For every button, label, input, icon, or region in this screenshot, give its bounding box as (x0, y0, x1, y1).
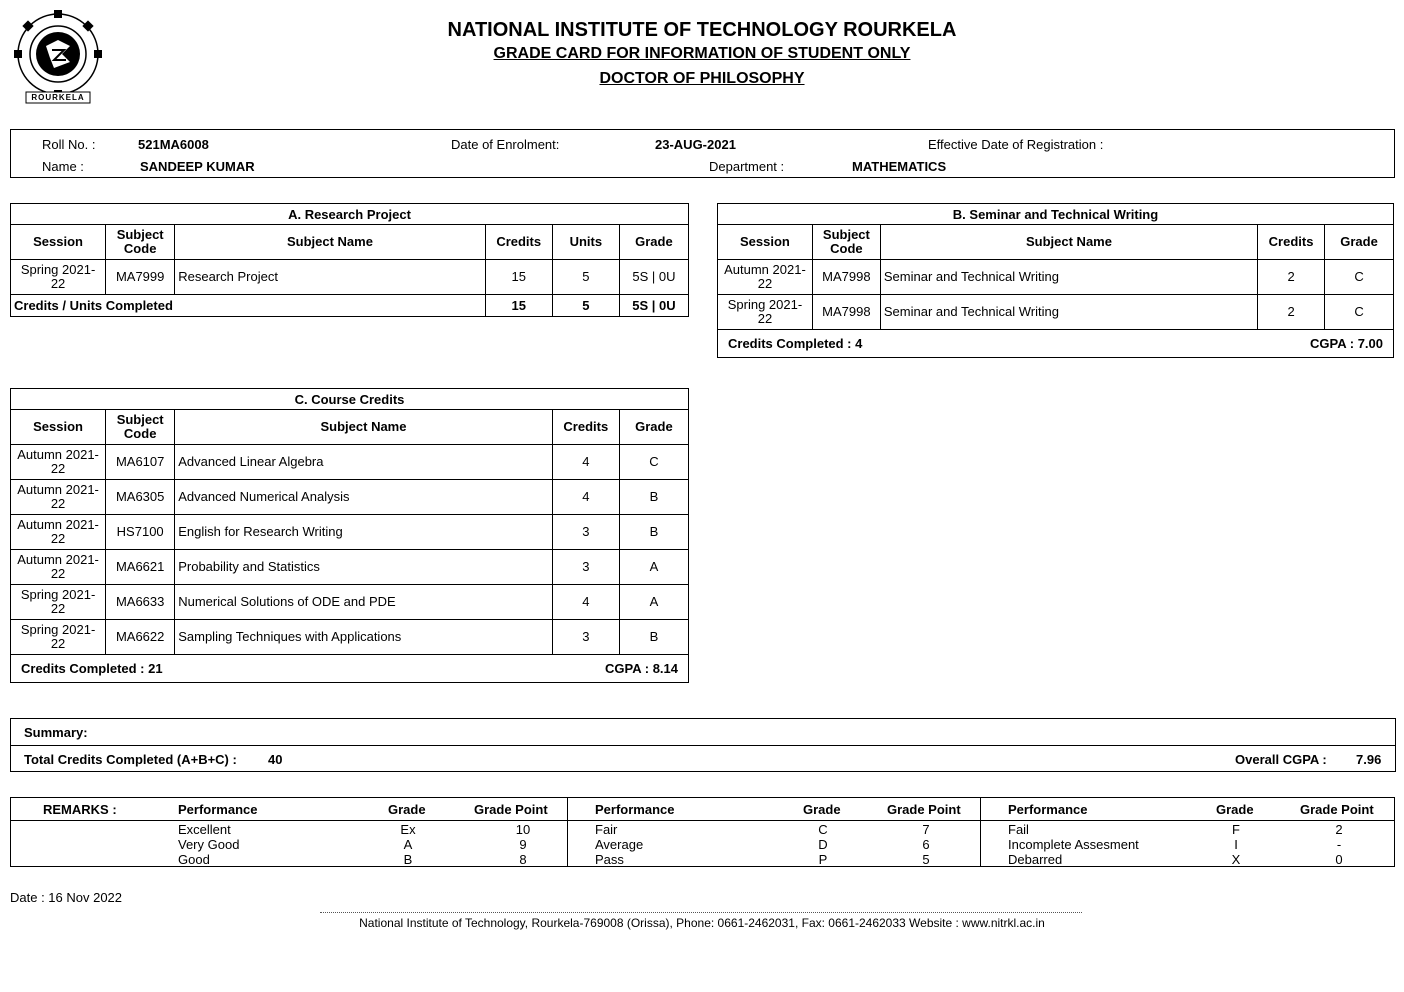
seminar-credits-completed: Credits Completed : 4 (728, 336, 863, 351)
grade-header: Grade (1216, 802, 1254, 817)
col-subject-code: Subject Code (812, 225, 880, 260)
summary-box (10, 718, 1396, 772)
point-value: 5 (922, 852, 930, 867)
table-row (11, 480, 689, 515)
name-cell: Seminar and Technical Writing (880, 295, 1257, 330)
course-credits-table (10, 388, 689, 683)
grade-cell: B (619, 480, 688, 515)
list-item (595, 822, 930, 837)
point-value: 9 (519, 837, 527, 852)
list-item (178, 822, 531, 837)
credits-cell: 2 (1258, 295, 1325, 330)
course-credits-completed: Credits Completed : 21 (21, 661, 163, 676)
code-cell: MA7998 (812, 295, 880, 330)
table-row (718, 295, 1394, 330)
roll-label: Roll No. : (42, 137, 96, 152)
name-cell: Seminar and Technical Writing (880, 260, 1257, 295)
remarks-box (10, 797, 1395, 867)
table-row (11, 515, 689, 550)
credits-cell: 3 (552, 515, 619, 550)
research-total-grade: 5S | 0U (619, 295, 688, 317)
col-subject-code: Subject Code (106, 410, 175, 445)
list-item (178, 852, 527, 867)
name-cell: English for Research Writing (175, 515, 553, 550)
enrolment-label: Date of Enrolment: (451, 137, 560, 152)
footer-address: National Institute of Technology, Rourkela-769008 (Orissa), Phone: 0661-2462031, Fax: 0661-2462033 Website : www.nitrkl.ac.in (359, 916, 1045, 930)
course-title: C. Course Credits (11, 389, 689, 410)
grade-cell: A (619, 550, 688, 585)
code-cell: MA6622 (106, 620, 175, 655)
list-item (1008, 837, 1342, 852)
performance-value: Fair (595, 822, 618, 837)
code-cell: MA6621 (106, 550, 175, 585)
research-title: A. Research Project (11, 204, 689, 225)
list-item (1008, 822, 1343, 837)
research-total-credits: 15 (485, 295, 552, 317)
department-label: Department : (709, 159, 785, 174)
table-row (11, 550, 689, 585)
seminar-title: B. Seminar and Technical Writing (718, 204, 1394, 225)
point-value: 10 (515, 822, 531, 837)
performance-value: Incomplete Assesment (1008, 837, 1139, 852)
total-credits-label: Total Credits Completed (A+B+C) : (24, 752, 237, 767)
table-row (11, 445, 689, 480)
seminar-total-row (718, 330, 1394, 358)
grade-value: Ex (400, 822, 416, 837)
col-subject-code: Subject Code (106, 225, 175, 260)
remarks-group-2 (595, 822, 930, 867)
grade-cell: 5S | 0U (619, 260, 688, 295)
roll-value: 521MA6008 (138, 137, 209, 152)
footer-divider (320, 912, 1082, 913)
credits-cell: 4 (552, 585, 619, 620)
col-subject-name: Subject Name (175, 225, 485, 260)
credits-cell: 2 (1258, 260, 1325, 295)
units-cell: 5 (552, 260, 619, 295)
col-session: Session (11, 225, 106, 260)
grade-value: C (818, 822, 828, 837)
performance-value: Debarred (1008, 852, 1063, 867)
grade-value: B (403, 852, 413, 867)
name-cell: Sampling Techniques with Applications (175, 620, 553, 655)
point-value: 2 (1335, 822, 1343, 837)
session-cell: Spring 2021-22 (718, 295, 813, 330)
session-cell: Autumn 2021-22 (11, 445, 106, 480)
code-cell: MA6633 (106, 585, 175, 620)
credits-cell: 15 (485, 260, 552, 295)
grade-cell: C (1325, 295, 1394, 330)
col-session: Session (11, 410, 106, 445)
col-subject-name: Subject Name (175, 410, 553, 445)
session-cell: Autumn 2021-22 (11, 515, 106, 550)
credits-cell: 4 (552, 480, 619, 515)
list-item (1008, 852, 1343, 867)
session-cell: Autumn 2021-22 (718, 260, 813, 295)
grade-cell: B (619, 620, 688, 655)
code-cell: HS7100 (106, 515, 175, 550)
grade-cell: C (619, 445, 688, 480)
session-cell: Spring 2021-22 (11, 620, 106, 655)
course-total-row (11, 655, 689, 683)
grade-header: Grade (388, 802, 426, 817)
grade-card-title: GRADE CARD FOR INFORMATION OF STUDENT ONLY (493, 45, 911, 62)
point-value: 7 (922, 822, 930, 837)
seminar-table (717, 203, 1394, 358)
col-grade: Grade (619, 410, 688, 445)
research-total-label: Credits / Units Completed (11, 295, 486, 317)
point-value: 0 (1335, 852, 1343, 867)
grade-point-header: Grade Point (1300, 802, 1374, 817)
name-label: Name : (42, 159, 84, 174)
research-project-table (10, 203, 689, 317)
col-grade: Grade (619, 225, 688, 260)
col-session: Session (718, 225, 813, 260)
table-row (11, 620, 689, 655)
code-cell: MA6305 (106, 480, 175, 515)
point-value: 8 (519, 852, 527, 867)
name-cell: Probability and Statistics (175, 550, 553, 585)
effective-date-label: Effective Date of Registration : (928, 137, 1104, 152)
grade-value: D (818, 837, 828, 852)
remarks-group-3 (1008, 822, 1343, 867)
grade-cell: C (1325, 260, 1394, 295)
point-value: 6 (922, 837, 930, 852)
list-item (595, 852, 930, 867)
col-subject-name: Subject Name (880, 225, 1257, 260)
credits-cell: 3 (552, 550, 619, 585)
program-title: DOCTOR OF PHILOSOPHY (599, 70, 805, 87)
session-cell: Spring 2021-22 (11, 260, 106, 295)
code-cell: MA7998 (812, 260, 880, 295)
summary-label: Summary: (24, 725, 88, 740)
course-total-cell (11, 655, 689, 683)
point-value: - (1336, 837, 1342, 852)
code-cell: MA6107 (106, 445, 175, 480)
grade-point-header: Grade Point (474, 802, 548, 817)
remarks-label: REMARKS : (43, 802, 117, 817)
session-cell: Autumn 2021-22 (11, 480, 106, 515)
name-cell: Advanced Linear Algebra (175, 445, 553, 480)
performance-value: Pass (595, 852, 624, 867)
department-value: MATHEMATICS (852, 159, 947, 174)
session-cell: Autumn 2021-22 (11, 550, 106, 585)
grade-cell: A (619, 585, 688, 620)
name-cell: Advanced Numerical Analysis (175, 480, 553, 515)
overall-cgpa-label: Overall CGPA : (1235, 752, 1327, 767)
enrolment-value: 23-AUG-2021 (655, 137, 736, 152)
performance-value: Very Good (178, 837, 240, 852)
col-units: Units (552, 225, 619, 260)
name-value: SANDEEP KUMAR (140, 159, 255, 174)
grade-cell: B (619, 515, 688, 550)
col-credits: Credits (485, 225, 552, 260)
grade-value: I (1234, 837, 1238, 852)
research-total-units: 5 (552, 295, 619, 317)
logo-label: ROURKELA (31, 93, 85, 102)
credits-cell: 4 (552, 445, 619, 480)
col-credits: Credits (552, 410, 619, 445)
research-total-row (11, 295, 689, 317)
name-cell: Research Project (175, 260, 485, 295)
grade-value: X (1231, 852, 1241, 867)
credits-cell: 3 (552, 620, 619, 655)
grade-point-header: Grade Point (887, 802, 961, 817)
performance-value: Fail (1008, 822, 1029, 837)
list-item (178, 837, 527, 852)
table-row (11, 585, 689, 620)
issue-date: Date : 16 Nov 2022 (10, 890, 123, 905)
session-cell: Spring 2021-22 (11, 585, 106, 620)
performance-value: Good (178, 852, 210, 867)
table-row (718, 260, 1394, 295)
student-info-box (10, 129, 1395, 178)
table-row (11, 260, 689, 295)
grade-value: A (403, 837, 413, 852)
grade-value: P (818, 852, 828, 867)
col-grade: Grade (1325, 225, 1394, 260)
overall-cgpa-value: 7.96 (1356, 752, 1382, 767)
list-item (595, 837, 930, 852)
seminar-total-cell (718, 330, 1394, 358)
performance-header: Performance (1008, 802, 1088, 817)
remarks-group-1 (178, 822, 531, 867)
grade-header: Grade (803, 802, 841, 817)
total-credits-value: 40 (268, 752, 283, 767)
performance-header: Performance (178, 802, 258, 817)
course-cgpa: CGPA : 8.14 (605, 661, 678, 676)
name-cell: Numerical Solutions of ODE and PDE (175, 585, 553, 620)
performance-value: Average (595, 837, 644, 852)
performance-value: Excellent (178, 822, 231, 837)
institute-name: NATIONAL INSTITUTE OF TECHNOLOGY ROURKELA (447, 19, 957, 41)
code-cell: MA7999 (106, 260, 175, 295)
performance-header: Performance (595, 802, 675, 817)
col-credits: Credits (1258, 225, 1325, 260)
grade-value: F (1232, 822, 1240, 837)
seminar-cgpa: CGPA : 7.00 (1310, 336, 1383, 351)
